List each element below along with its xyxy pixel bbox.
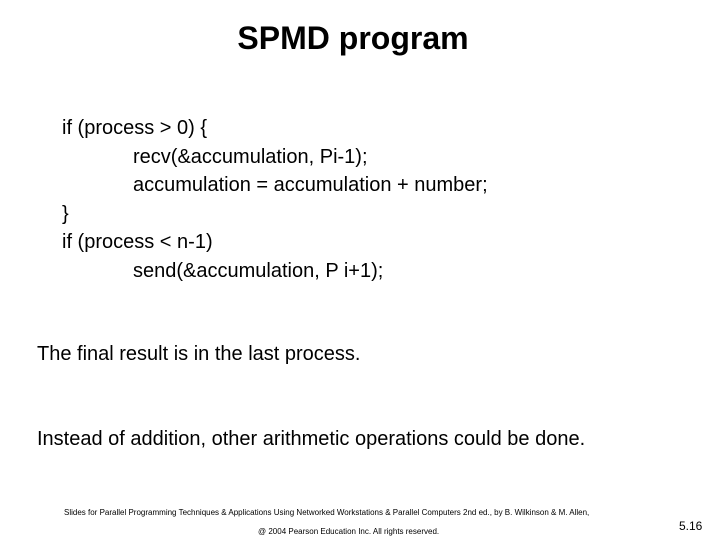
code-line: send(&accumulation, P i+1); (133, 259, 384, 282)
code-line: if (process < n-1) (62, 231, 213, 253)
footer-copyright: @ 2004 Pearson Education Inc. All rights reserved. (258, 527, 440, 536)
final-result-statement: The final result is in the last process. (37, 343, 361, 365)
code-line: if (process > 0) { (62, 117, 208, 139)
footer-credit: Slides for Parallel Programming Techniques & Applications Using Networked Workstations & Parallel Computers 2nd ed., by B. Wilkinson & M. Allen, (64, 508, 590, 517)
slide-number: 5.16 (679, 519, 703, 533)
other-operations-statement: Instead of addition, other arithmetic operations could be done. (37, 428, 586, 450)
code-line: } (62, 202, 69, 225)
code-block (62, 114, 488, 285)
code-line: accumulation = accumulation + number; (133, 174, 488, 196)
code-line: recv(&accumulation, Pi-1); (133, 145, 368, 168)
slide-title: SPMD program (237, 20, 469, 56)
